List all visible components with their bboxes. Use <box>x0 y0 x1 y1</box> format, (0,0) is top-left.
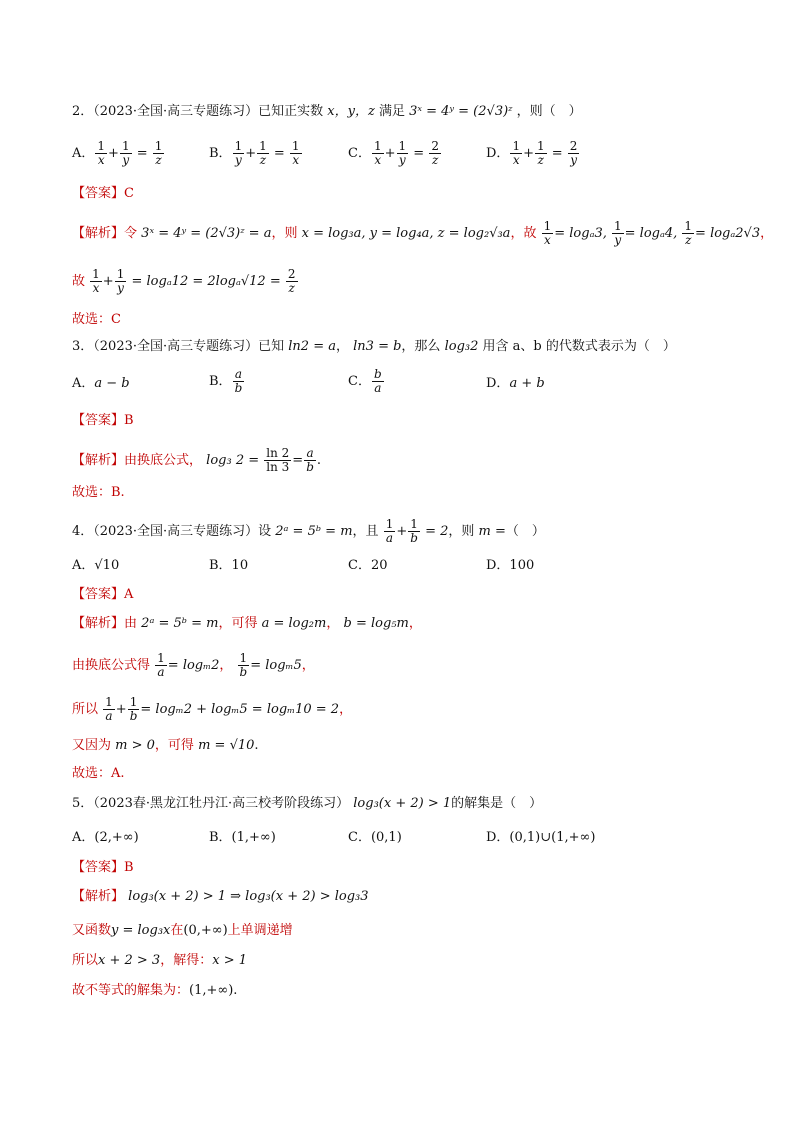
q5-analysis-line2: 又函数y = log₃x在(0,+∞)上单调递增 <box>72 923 293 938</box>
frac-1-x: $\frac{1}{x}$ <box>543 219 552 247</box>
q4-analysis-line3: 所以 $\frac{1}{a}$ + $\frac{1}{b}$ = logₘ2 + logₘ5 = logₘ10 = 2， <box>72 695 353 723</box>
fraction: $\frac{1}{x}$ <box>512 139 521 167</box>
q5-option-a: A．(2,+∞) <box>72 830 139 845</box>
fraction: $\frac{1}{x}$ <box>291 139 300 167</box>
fraction: $\frac{1}{z}$ <box>154 139 163 167</box>
q4-option-d: D．100 <box>486 558 535 573</box>
q3-option-c: C． $\frac{b}{a}$ <box>348 367 382 395</box>
fraction: $\frac{1}{y}$ <box>398 139 407 167</box>
fraction: $\frac{1}{z}$ <box>259 139 267 167</box>
fraction: $\frac{2}{y}$ <box>569 139 578 167</box>
q2-answer: 【答案】C <box>72 186 134 201</box>
frac-b-a: $\frac{b}{a}$ <box>373 367 382 395</box>
q5-analysis-line1: 【解析】 log₃(x + 2) > 1 ⇒ log₃(x + 2) > log₃3 <box>72 889 369 904</box>
frac-ln2-ln3: $\frac{\ln 2}{\ln 3}$ <box>266 446 290 474</box>
fraction: $\frac{1}{z}$ <box>536 139 545 167</box>
q5-option-d: D．(0,1)∪(1,+∞) <box>486 830 596 845</box>
q4-analysis-line1: 【解析】由 2ᵃ = 5ᵇ = m，可得 a = log₂m， b = log₅m， <box>72 616 422 631</box>
frac-a-b: $\frac{a}{b}$ <box>306 446 314 474</box>
q2-stem: 2．（2023·全国·高三专题练习）已知正实数 x，y，z 满足 3ˣ = 4ʸ = (2√3)ᶻ ，则（ ） <box>72 104 582 119</box>
q3-choose: 故选：B. <box>72 485 125 500</box>
fraction: $\frac{1}{x}$ <box>373 139 382 167</box>
fraction: $\frac{1}{y}$ <box>234 139 243 167</box>
frac-a-b: $\frac{a}{b}$ <box>234 367 243 395</box>
fraction: $\frac{1}{y}$ <box>121 139 130 167</box>
frac-1-y: $\frac{1}{y}$ <box>116 267 125 295</box>
q4-choose: 故选：A. <box>72 766 125 781</box>
q2-option-b: B． $\frac{1}{y}$ + $\frac{1}{z}$ = $\frac{1}{x}$ <box>209 139 300 167</box>
q4-option-a: A．√10 <box>72 558 120 573</box>
q5-answer: 【答案】B <box>72 860 134 875</box>
q5-analysis-line4: 故不等式的解集为：(1,+∞). <box>72 983 238 998</box>
q2-option-d: D． $\frac{1}{x}$ + $\frac{1}{z}$ = $\frac{2}{y}$ <box>486 139 578 167</box>
q3-option-d: D．a + b <box>486 376 545 391</box>
frac-1-a: $\frac{1}{a}$ <box>385 517 394 545</box>
q5-analysis-line3: 所以x + 2 > 3，解得：x > 1 <box>72 953 247 968</box>
q5-option-b: B．(1,+∞) <box>209 830 276 845</box>
q3-stem: 3．（2023·全国·高三专题练习）已知 ln2 = a， ln3 = b，那么 log₃2 用含 a、b 的代数式表示为（ ） <box>72 339 676 354</box>
q4-option-b: B．10 <box>209 558 249 573</box>
q4-option-c: C．20 <box>348 558 388 573</box>
q5-option-c: C．(0,1) <box>348 830 402 845</box>
q2-choose: 故选：C <box>72 312 121 327</box>
fraction: $\frac{1}{x}$ <box>97 139 106 167</box>
frac-1-b: $\frac{1}{b}$ <box>239 651 248 679</box>
fraction: $\frac{2}{z}$ <box>431 139 439 167</box>
q3-option-a: A．a − b <box>72 376 130 391</box>
q2-option-c: C． $\frac{1}{x}$ + $\frac{1}{y}$ = $\frac{2}{z}$ <box>348 139 439 167</box>
q3-analysis: 【解析】由换底公式， log₃ 2 = $\frac{\ln 2}{\ln 3}$ = $\frac{a}{b}$ . <box>72 446 322 474</box>
q3-answer: 【答案】B <box>72 413 134 428</box>
q2-analysis-line2: 故 $\frac{1}{x}$ + $\frac{1}{y}$ = logₐ12 = 2logₐ√12 = $\frac{2}{z}$ <box>72 267 296 295</box>
frac-1-a: $\frac{1}{a}$ <box>157 651 165 679</box>
q5-stem: 5．（2023春·黑龙江牡丹江·高三校考阶段练习） log₃(x + 2) > 1的解集是（ ） <box>72 796 543 811</box>
frac-1-x: $\frac{1}{x}$ <box>92 267 100 295</box>
frac-1-b: $\frac{1}{b}$ <box>129 695 138 723</box>
frac-1-y: $\frac{1}{y}$ <box>614 219 622 247</box>
q4-answer: 【答案】A <box>72 587 134 602</box>
frac-1-z: $\frac{1}{z}$ <box>684 219 693 247</box>
frac-1-b: $\frac{1}{b}$ <box>410 517 418 545</box>
q2-analysis-line1: 【解析】令 3ˣ = 4ʸ = (2√3)ᶻ = a，则 x = log₃a, y = log₄a, z = log₂√₃a，故 $\frac{1}{x}$ = logₐ3, $\frac{1}{y}$ = logₐ4, $\frac{1}{z}$ = logₐ2√3， <box>72 219 774 247</box>
q2-option-a: A． $\frac{1}{x}$ + $\frac{1}{y}$ = $\frac{1}{z}$ <box>72 139 163 167</box>
frac-1-a: $\frac{1}{a}$ <box>105 695 113 723</box>
q3-option-b: B． $\frac{a}{b}$ <box>209 367 243 395</box>
q4-analysis-line4: 又因为 m > 0，可得 m = √10. <box>72 738 259 753</box>
q4-analysis-line2: 由换底公式得 $\frac{1}{a}$ = logₘ2， $\frac{1}{b}$ = logₘ5， <box>72 651 315 679</box>
frac-2-z: $\frac{2}{z}$ <box>287 267 296 295</box>
q4-stem: 4．（2023·全国·高三专题练习）设 2ᵃ = 5ᵇ = m，且 $\frac{1}{a}$ + $\frac{1}{b}$ = 2，则 m =（ ） <box>72 517 545 545</box>
